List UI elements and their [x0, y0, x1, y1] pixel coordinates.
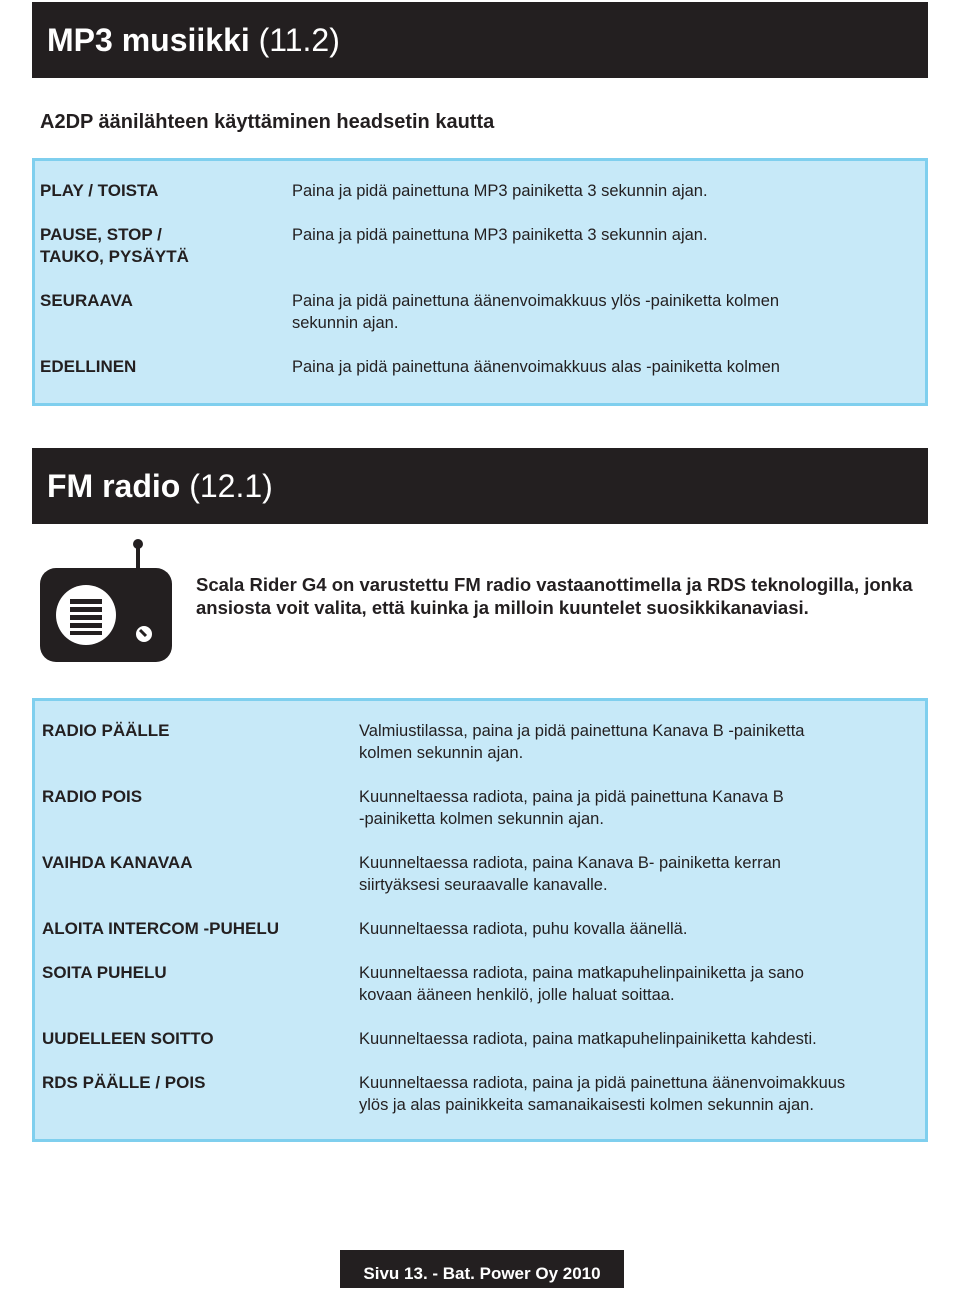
fm-label-redial: UUDELLEEN SOITTO: [42, 1029, 214, 1048]
page-footer: Sivu 13. - Bat. Power Oy 2010: [340, 1250, 624, 1288]
mp3-label-pause-1: PAUSE, STOP /: [40, 225, 162, 244]
fm-desc-call-1: Kuunneltaessa radiota, paina matkapuhelinpainiketta ja sano: [359, 964, 804, 982]
mp3-desc-play: Paina ja pidä painettuna MP3 painiketta 3 sekunnin ajan.: [292, 182, 708, 200]
fm-desc-intercom: Kuunneltaessa radiota, puhu kovalla äänellä.: [359, 920, 688, 938]
fm-intro-text: Scala Rider G4 on varustettu FM radio vastaanottimella ja RDS teknologilla, jonka ansiosta voit valita, että kuinka ja milloin kuuntelet suosikkikanaviasi.: [196, 574, 913, 618]
fm-desc-radio-on-2: kolmen sekunnin ajan.: [359, 744, 524, 762]
mp3-label-next: SEURAAVA: [40, 291, 133, 310]
mp3-section-header: [32, 2, 928, 78]
fm-desc-call-2: kovaan ääneen henkilö, jolle haluat soittaa.: [359, 986, 675, 1004]
mp3-desc-pause: Paina ja pidä painettuna MP3 painiketta 3 sekunnin ajan.: [292, 226, 708, 244]
fm-desc-rds-1: Kuunneltaessa radiota, paina ja pidä painettuna äänenvoimakkuus: [359, 1074, 846, 1092]
fm-section-header: [32, 448, 928, 524]
mp3-label-prev: EDELLINEN: [40, 357, 137, 376]
fm-desc-rds-2: ylös ja alas painikkeita samanaikaisesti kolmen sekunnin ajan.: [359, 1096, 814, 1114]
fm-label-intercom: ALOITA INTERCOM -PUHELU: [42, 919, 280, 938]
mp3-subheading: A2DP äänilähteen käyttäminen headsetin kautta: [40, 111, 495, 133]
fm-desc-change-channel-2: siirtyäksesi seuraavalle kanavalle.: [359, 876, 608, 894]
radio-icon: [36, 536, 174, 666]
mp3-desc-prev: Paina ja pidä painettuna äänenvoimakkuus alas -painiketta kolmen: [292, 358, 780, 376]
fm-section-title: FM radio: [47, 468, 181, 504]
fm-label-call: SOITA PUHELU: [42, 963, 167, 982]
mp3-desc-next-2: sekunnin ajan.: [292, 314, 399, 332]
fm-desc-radio-on-1: Valmiustilassa, paina ja pidä painettuna Kanava B -painiketta: [359, 722, 805, 740]
mp3-label-play: PLAY / TOISTA: [40, 181, 159, 200]
mp3-section-title: MP3 musiikki: [47, 22, 250, 58]
fm-desc-radio-off-2: -painiketta kolmen sekunnin ajan.: [359, 810, 604, 828]
fm-desc-radio-off-1: Kuunneltaessa radiota, paina ja pidä painettuna Kanava B: [359, 788, 784, 806]
mp3-section-number: (11.2): [258, 22, 340, 58]
fm-label-radio-off: RADIO POIS: [42, 787, 143, 806]
fm-label-rds: RDS PÄÄLLE / POIS: [42, 1073, 206, 1092]
mp3-label-pause-2: TAUKO, PYSÄYTÄ: [40, 247, 189, 266]
fm-desc-redial: Kuunneltaessa radiota, paina matkapuhelinpainiketta kahdesti.: [359, 1030, 817, 1048]
fm-label-radio-on: RADIO PÄÄLLE: [42, 721, 170, 740]
fm-label-change-channel: VAIHDA KANAVAA: [42, 853, 193, 872]
mp3-desc-next-1: Paina ja pidä painettuna äänenvoimakkuus ylös -painiketta kolmen: [292, 292, 780, 310]
fm-section-number: (12.1): [189, 468, 273, 504]
fm-desc-change-channel-1: Kuunneltaessa radiota, paina Kanava B- painiketta kerran: [359, 854, 781, 872]
